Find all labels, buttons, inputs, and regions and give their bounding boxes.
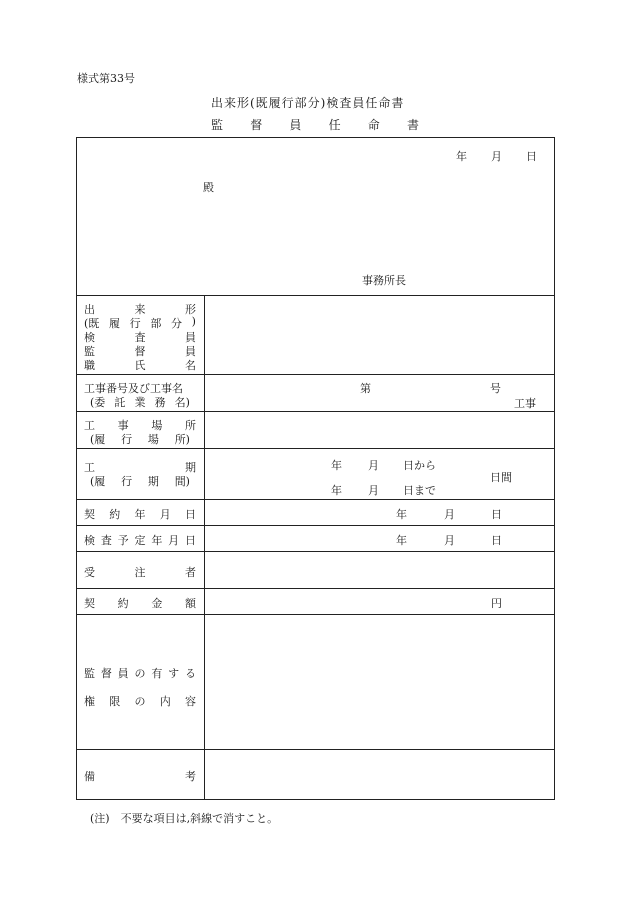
inspector-label-line: (既 履 行 部 分 ): [84, 315, 196, 330]
inspection-date-year: 年: [396, 534, 407, 547]
contract-date-year: 年: [396, 508, 407, 521]
inspection-date-label: 検 査 予 定 年 月 日: [84, 534, 196, 547]
contract-amount-unit: 円: [491, 597, 502, 610]
row-divider: [76, 374, 555, 375]
work-period-label: 工 期: [84, 461, 196, 474]
remarks-label: 備 考: [84, 770, 196, 783]
row-divider: [76, 749, 555, 750]
work-place-sublabel: (履 行 場 所): [90, 433, 190, 446]
row-divider: [76, 551, 555, 552]
period-days: 日間: [490, 471, 512, 484]
period-from-month: 月: [368, 459, 379, 472]
header-date-year: 年: [456, 150, 467, 163]
contract-date-label: 契 約 年 月 日: [84, 508, 196, 521]
subtitle-char: 書: [406, 118, 419, 132]
issuer-title: 事務所長: [362, 274, 406, 287]
inspector-label-line: 監 督 員: [84, 345, 196, 358]
period-to-day: 日まで: [403, 484, 436, 497]
row-divider: [76, 411, 555, 412]
contractor-label: 受 注 者: [84, 566, 196, 579]
contract-date-month: 月: [444, 508, 455, 521]
period-to-month: 月: [368, 484, 379, 497]
inspector-label-line: 出 来 形: [84, 303, 196, 316]
authority-label-line2: 権 限 の 内 容: [84, 695, 196, 708]
subtitle-char: 督: [250, 118, 263, 132]
form-title: 出来形(既履行部分)検査員任命書: [211, 96, 405, 110]
subtitle-char: 命: [367, 118, 380, 132]
form-subtitle: [211, 116, 419, 133]
row-divider: [76, 499, 555, 500]
work-place-label: 工 事 場 所: [84, 419, 196, 432]
work-number-sublabel: (委 託 業 務 名): [90, 396, 190, 409]
addressee-suffix: 殿: [203, 181, 214, 194]
header-date-month: 月: [491, 150, 502, 163]
inspection-date-day: 日: [491, 534, 502, 547]
subtitle-char: 任: [328, 118, 341, 132]
row-divider: [76, 525, 555, 526]
contract-date-day: 日: [491, 508, 502, 521]
header-date-day: 日: [526, 150, 537, 163]
subtitle-char: 監: [211, 118, 224, 132]
contract-amount-label: 契 約 金 額: [84, 597, 196, 610]
row-divider: [76, 614, 555, 615]
period-from-year: 年: [331, 459, 342, 472]
inspector-label-line: 検 査 員: [84, 331, 196, 344]
row-divider: [76, 295, 555, 296]
footnote: (注) 不要な項目は,斜線で消すこと。: [90, 812, 279, 825]
row-divider: [76, 588, 555, 589]
column-divider: [204, 295, 205, 800]
inspector-label-line: 職 氏 名: [84, 359, 196, 372]
work-number-label: 工事番号及び工事名: [84, 382, 183, 395]
work-number-kouji: 工事: [514, 397, 536, 410]
inspection-date-month: 月: [444, 534, 455, 547]
subtitle-char: 員: [289, 118, 302, 132]
period-from-day: 日から: [403, 459, 436, 472]
period-to-year: 年: [331, 484, 342, 497]
work-period-sublabel: (履 行 期 間): [90, 475, 190, 488]
work-number-dai: 第: [360, 382, 371, 395]
authority-label-line1: 監 督 員 の 有 す る: [84, 667, 196, 680]
form-number: 様式第33号: [77, 72, 135, 85]
row-divider: [76, 448, 555, 449]
work-number-go: 号: [490, 382, 501, 395]
